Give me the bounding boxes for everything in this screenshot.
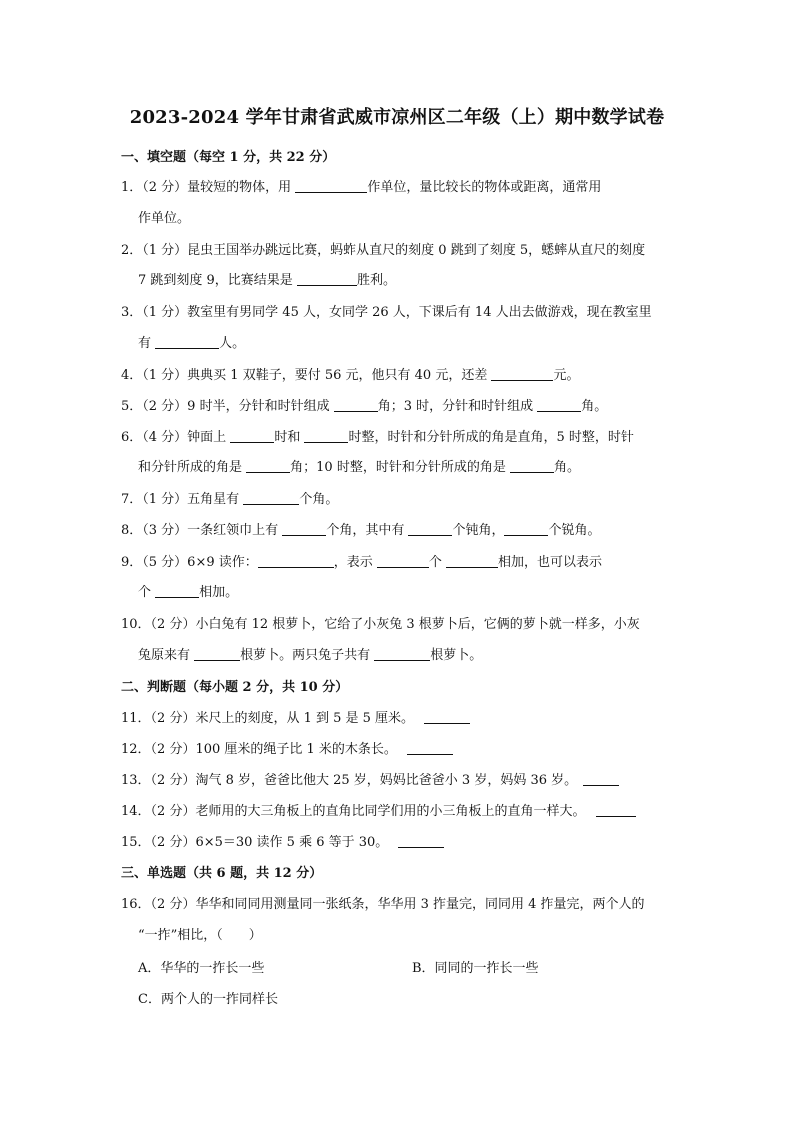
q8-text-d: 个锐角。 [548, 523, 601, 538]
q16-text-a: 16．（2 分）华华和同同用测量同一张纸条，华华用 3 拃量完，同同用 4 拃量完，两个人的 [121, 897, 645, 912]
q13-text: 13．（2 分）淘气 8 岁，爸爸比他大 25 岁，妈妈比爸爸小 3 岁，妈妈 36 岁。 [121, 773, 578, 788]
question-9-cont [138, 581, 238, 600]
q2-text-c: 胜利。 [356, 273, 396, 288]
answer-blank[interactable] [304, 430, 348, 443]
q1-text-c: 作单位。 [138, 211, 191, 226]
q6-text-b: 时和 [274, 430, 305, 445]
question-15 [121, 831, 444, 850]
q9-text-e: 个 [138, 585, 156, 600]
answer-blank[interactable] [446, 555, 498, 568]
q10-text-a: 10．（2 分）小白兔有 12 根萝卜，它给了小灰兔 3 根萝卜后，它俩的萝卜就一样多，小灰 [121, 617, 640, 632]
question-6 [121, 426, 634, 445]
q5-text-a: 5．（2 分）9 时半，分针和时针组成 [121, 399, 334, 414]
q6-text-e: 角；10 时整，时针和分针所成的角是 [290, 460, 510, 475]
answer-blank[interactable] [407, 742, 453, 755]
answer-blank[interactable] [596, 804, 636, 817]
answer-blank[interactable] [504, 523, 548, 536]
question-2 [121, 239, 645, 258]
answer-blank[interactable] [510, 460, 554, 473]
question-8 [121, 519, 600, 538]
answer-blank[interactable] [537, 399, 581, 412]
q10-text-c: 根萝卜。两只兔子共有 [240, 648, 375, 663]
answer-blank[interactable] [155, 336, 219, 349]
q3-text-b: 有 [138, 336, 156, 351]
q14-text: 14．（2 分）老师用的大三角板上的直角比同学们用的小三角板上的直角一样大。 [121, 804, 586, 819]
q5-text-c: 角。 [581, 399, 608, 414]
question-12 [121, 738, 453, 757]
q9-text-d: 相加，也可以表示 [498, 555, 603, 570]
q1-text-a: 1．（2 分）量较短的物体，用 [121, 180, 296, 195]
q9-text-a: 9．（5 分）6×9 读作： [121, 555, 258, 570]
q3-text-a: 3．（1 分）教室里有男同学 45 人，女同学 26 人，下课后有 14 人出去做游戏，现在教室里 [121, 305, 652, 320]
answer-blank[interactable] [398, 835, 444, 848]
question-9 [121, 551, 602, 570]
answer-blank[interactable] [282, 523, 326, 536]
q4-text-b: 元。 [553, 368, 580, 383]
q9-text-b: ，表示 [333, 555, 377, 570]
option-a[interactable]: A．华华的一拃长一些 [138, 961, 265, 976]
q9-text-c: 个 [428, 555, 447, 570]
answer-blank[interactable] [377, 555, 429, 568]
question-10 [121, 613, 640, 632]
answer-blank[interactable] [374, 648, 430, 661]
q9-text-f: 相加。 [199, 585, 239, 600]
q6-text-c: 时整，时针和分针所成的角是直角，5 时整，时针 [348, 430, 634, 445]
option-c[interactable]: C．两个人的一拃同样长 [138, 992, 278, 1007]
answer-blank[interactable] [491, 368, 553, 381]
q5-text-b: 角；3 时，分针和时针组成 [377, 399, 538, 414]
q10-text-b: 兔原来有 [138, 648, 195, 663]
q8-text-a: 8．（3 分）一条红领巾上有 [121, 523, 283, 538]
answer-blank[interactable] [194, 648, 240, 661]
answer-blank[interactable] [246, 460, 290, 473]
question-16 [121, 893, 645, 912]
q6-text-f: 角。 [553, 460, 580, 475]
q3-text-c: 人。 [219, 336, 246, 351]
question-1 [121, 176, 601, 195]
section-true-false: 二、判断题（每小题 2 分，共 10 分） [121, 680, 349, 695]
question-13 [121, 769, 619, 788]
answer-blank[interactable] [155, 585, 199, 598]
q2-text-a: 2．（1 分）昆虫王国举办跳远比赛，蚂蚱从直尺的刻度 0 跳到了刻度 5，蟋蟀从直尺的刻度 [121, 243, 646, 258]
q11-text: 11．（2 分）米尺上的刻度，从 1 到 5 是 5 厘米。 [121, 711, 415, 726]
q2-text-b: 7 跳到刻度 9，比赛结果是 [138, 273, 297, 288]
answer-blank[interactable] [424, 711, 470, 724]
question-1-cont [138, 207, 190, 226]
answer-blank[interactable] [258, 555, 334, 568]
question-10-cont [138, 644, 482, 663]
answer-blank[interactable] [243, 492, 299, 505]
q8-text-c: 个钝角， [452, 523, 505, 538]
question-4 [121, 364, 579, 383]
answer-blank[interactable] [583, 773, 619, 786]
answer-blank[interactable] [334, 399, 378, 412]
answer-blank[interactable] [295, 180, 367, 193]
section-single-choice: 三、单选题（共 6 题，共 12 分） [121, 866, 323, 881]
q16-text-b: “一拃”相比，（ ） [138, 928, 262, 943]
q7-text-b: 个角。 [299, 492, 339, 507]
q12-text: 12．（2 分）100 厘米的绳子比 1 米的木条长。 [121, 742, 397, 757]
answer-blank[interactable] [408, 523, 452, 536]
answer-blank[interactable] [297, 273, 357, 286]
question-11 [121, 707, 470, 726]
q10-text-d: 根萝卜。 [430, 648, 483, 663]
q8-text-b: 个角，其中有 [326, 523, 409, 538]
question-6-cont [138, 456, 580, 475]
question-3-cont [138, 332, 245, 351]
q4-text-a: 4．（1 分）典典买 1 双鞋子，要付 56 元，他只有 40 元，还差 [121, 368, 492, 383]
question-2-cont [138, 269, 396, 288]
question-16-cont [138, 924, 262, 943]
section-fill-in: 一、填空题（每空 1 分，共 22 分） [121, 150, 336, 165]
option-b[interactable]: B．同同的一拃长一些 [412, 961, 539, 976]
question-14 [121, 800, 636, 819]
exam-title: 2023-2024 学年甘肃省武威市凉州区二年级（上）期中数学试卷 [129, 107, 665, 128]
question-5 [121, 395, 607, 414]
q6-text-d: 和分针所成的角是 [138, 460, 247, 475]
q15-text: 15．（2 分）6×5＝30 读作 5 乘 6 等于 30。 [121, 835, 389, 850]
q7-text-a: 7．（1 分）五角星有 [121, 492, 244, 507]
q6-text-a: 6．（4 分）钟面上 [121, 430, 231, 445]
answer-blank[interactable] [230, 430, 274, 443]
question-3 [121, 301, 652, 320]
question-7 [121, 488, 338, 507]
q1-text-b: 作单位，量比较长的物体或距离，通常用 [367, 180, 602, 195]
